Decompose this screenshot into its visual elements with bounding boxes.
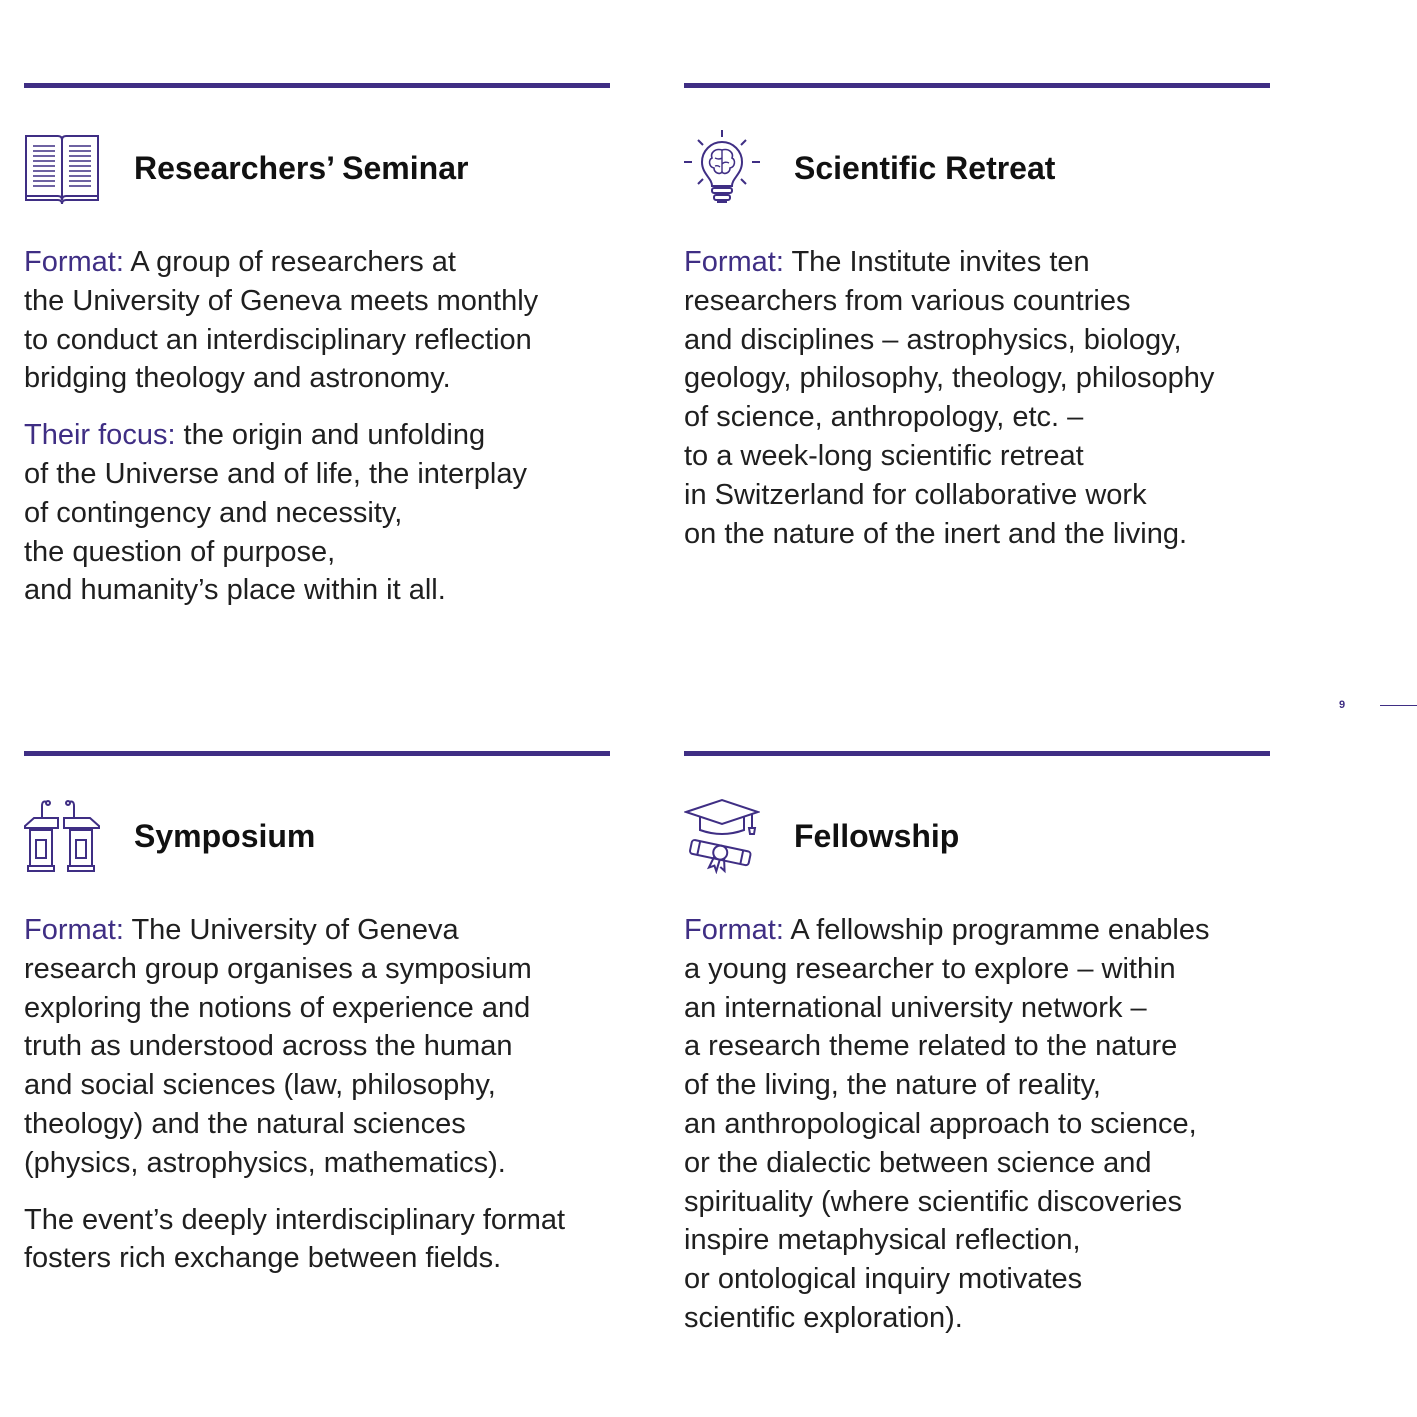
paragraph-line: in Switzerland for collaborative work	[684, 478, 1147, 511]
paragraph-label: Format:	[24, 914, 124, 946]
card-title: Fellowship	[794, 818, 960, 854]
paragraph-line: scientific exploration).	[684, 1301, 963, 1334]
paragraph-line: or ontological inquiry motivates	[684, 1263, 1083, 1296]
paragraph-line: to conduct an interdisciplinary reflection	[24, 323, 532, 356]
paragraph-line: research group organises a symposium	[24, 952, 532, 985]
paragraph-label: Their focus:	[24, 419, 176, 452]
paragraph-line: and disciplines – astrophysics, biology,	[684, 323, 1182, 356]
paragraph-line: A group of researchers at	[123, 246, 456, 278]
card-fellowship	[684, 751, 1270, 1334]
paragraph-line: The event’s deeply interdisciplinary format	[24, 1203, 566, 1236]
paragraph-line: the question of purpose,	[24, 535, 336, 568]
paragraph-line: to a week-long scientific retreat	[684, 439, 1084, 472]
card-body	[24, 243, 624, 628]
card-title: Scientific Retreat	[794, 150, 1056, 186]
card-body	[24, 911, 624, 1296]
lightbulb-brain-icon	[684, 130, 760, 206]
paragraph-line: an international university network –	[684, 991, 1147, 1024]
paragraph-line: of the Universe and of life, the interplay	[24, 457, 527, 490]
card-paragraph	[24, 416, 624, 610]
card-header	[24, 756, 610, 876]
paragraph-line: truth as understood across the human	[24, 1030, 513, 1063]
paragraph-line: a young researcher to explore – within	[684, 952, 1176, 985]
card-header	[684, 756, 1270, 876]
paragraph-line: on the nature of the inert and the living.	[684, 517, 1188, 550]
paragraph-label: Format:	[684, 246, 784, 278]
card-scientific-retreat	[684, 83, 1270, 550]
paragraph-line: The University of Geneva	[123, 914, 459, 946]
paragraph-line: A fellowship programme enables	[783, 914, 1210, 946]
podium-microphones-icon	[24, 798, 100, 874]
paragraph-line: theology) and the natural sciences	[24, 1107, 466, 1140]
paragraph-line: (physics, astrophysics, mathematics).	[24, 1146, 506, 1179]
card-body	[684, 243, 1284, 571]
page-number: 9	[1339, 699, 1346, 711]
card-researchers-seminar	[24, 83, 610, 607]
card-paragraph	[24, 243, 624, 398]
card-paragraph	[684, 243, 1284, 553]
paragraph-line: and humanity’s place within it all.	[24, 574, 446, 607]
paragraph-line: geology, philosophy, theology, philosophy	[684, 362, 1215, 395]
card-body	[684, 911, 1284, 1356]
paragraph-line: exploring the notions of experience and	[24, 991, 531, 1024]
paragraph-line: bridging theology and astronomy.	[24, 362, 451, 395]
paragraph-line: researchers from various countries	[684, 284, 1131, 317]
paragraph-line: of contingency and necessity,	[24, 496, 403, 529]
paragraph-label: Format:	[24, 246, 124, 278]
paragraph-line: or the dialectic between science and	[684, 1146, 1152, 1179]
card-symposium	[24, 751, 610, 1275]
paragraph-label: Format:	[684, 914, 784, 946]
card-header	[684, 88, 1270, 208]
graduation-cap-diploma-icon	[684, 798, 760, 874]
card-title: Symposium	[134, 818, 316, 854]
paragraph-line: of science, anthropology, etc. –	[684, 401, 1084, 434]
paragraph-line: an anthropological approach to science,	[684, 1107, 1197, 1140]
paragraph-line: of the living, the nature of reality,	[684, 1069, 1101, 1102]
card-paragraph	[24, 1201, 624, 1279]
paragraph-line: the origin and unfolding	[175, 419, 486, 452]
card-paragraph	[24, 911, 624, 1183]
card-paragraph	[684, 911, 1284, 1338]
paragraph-line: a research theme related to the nature	[684, 1030, 1178, 1063]
paragraph-line: the University of Geneva meets monthly	[24, 284, 539, 317]
paragraph-line: The Institute invites ten	[783, 246, 1090, 278]
card-header	[24, 88, 610, 208]
page-number-rule	[1380, 705, 1417, 706]
card-title: Researchers’ Seminar	[134, 150, 469, 186]
open-book-icon	[24, 130, 100, 206]
paragraph-line: and social sciences (law, philosophy,	[24, 1069, 496, 1102]
paragraph-line: fosters rich exchange between fields.	[24, 1242, 502, 1275]
paragraph-line: inspire metaphysical reflection,	[684, 1224, 1081, 1257]
paragraph-line: spirituality (where scientific discoveries	[684, 1185, 1182, 1218]
